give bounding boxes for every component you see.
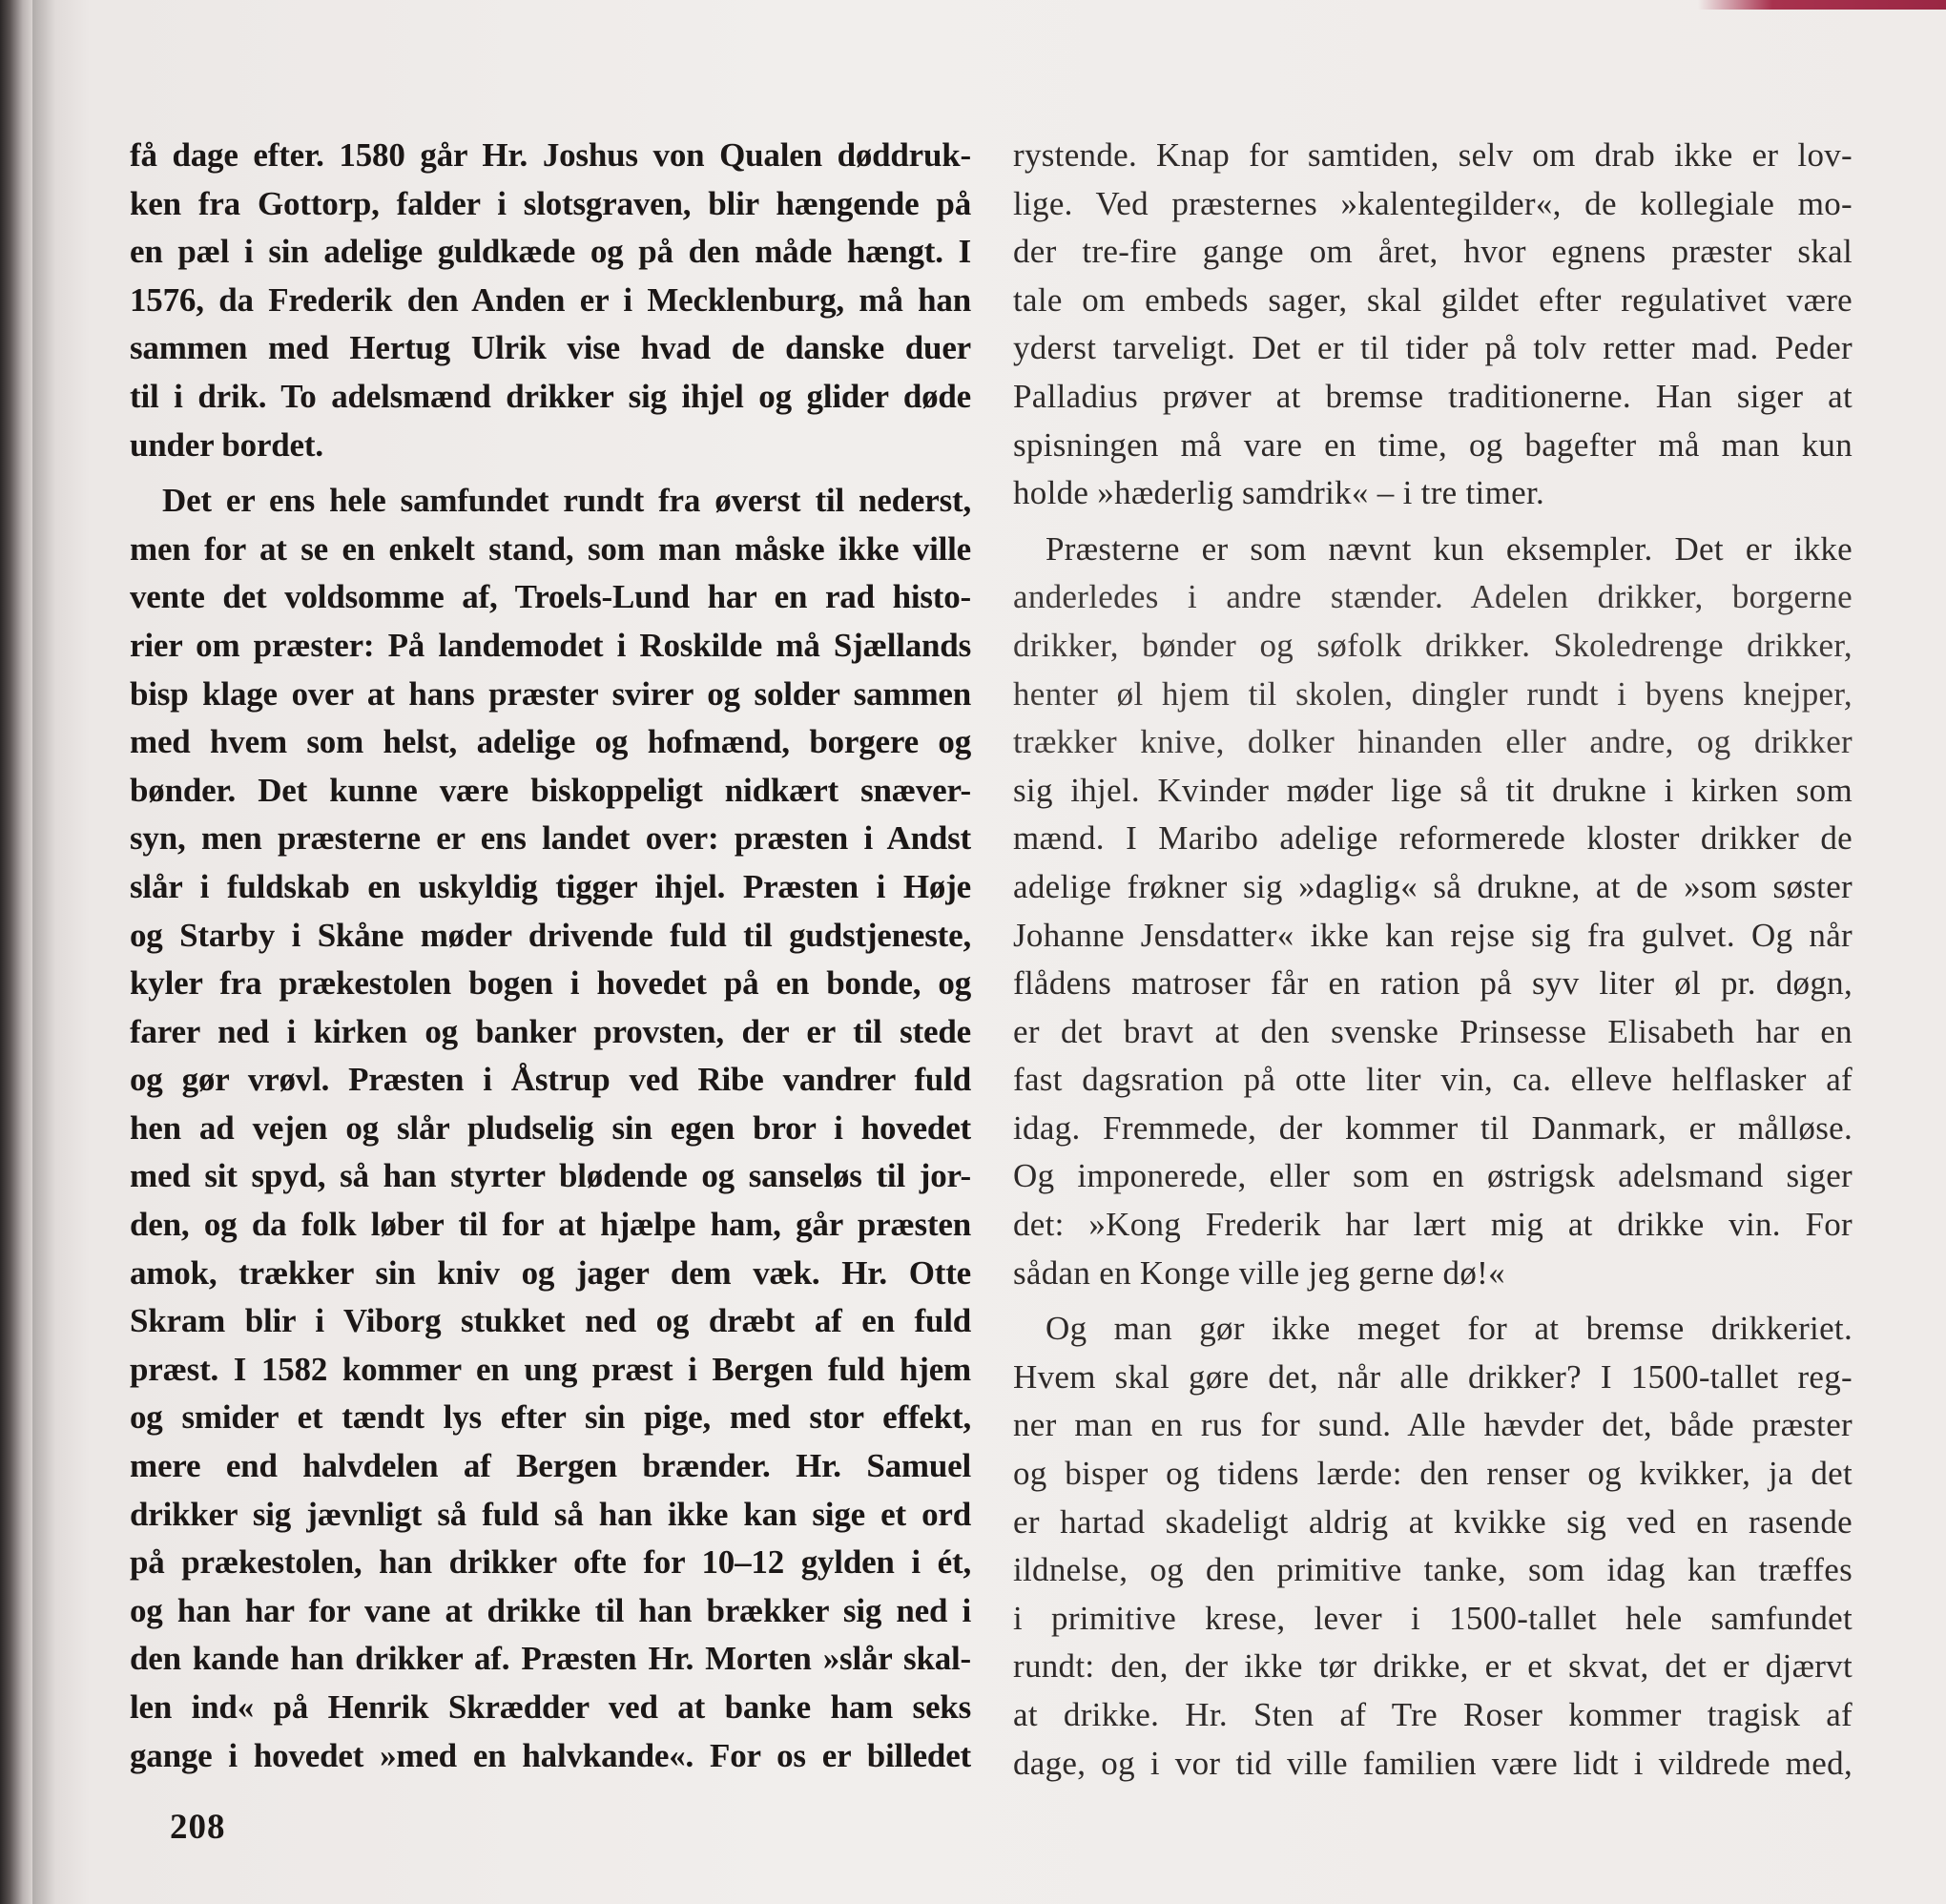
page-number: 208: [170, 1808, 226, 1847]
text-line: er hartad skadeligt aldrig at kvikke sig ved en rasende: [1013, 1502, 1853, 1541]
text-line: i primitive krese, lever i 1500-tallet hele samfundet: [1013, 1599, 1853, 1637]
text-line: kyler fra prækestolen bogen i hovedet på en bonde, og: [130, 964, 971, 1003]
book-spine: [0, 0, 32, 1904]
text-line: 1576, da Frederik den Anden er i Mecklenburg, må han: [130, 280, 971, 319]
text-line: Det er ens hele samfundet rundt fra øverst til nederst,: [162, 482, 971, 520]
bookmark-ribbon: [1698, 0, 1946, 10]
text-line: spisningen må vare en time, og bagefter må man kun: [1013, 425, 1853, 464]
text-line: på prækestolen, han drikker ofte for 10–12 gylden i ét,: [130, 1543, 971, 1582]
text-line: det: »Kong Frederik har lært mig at drikke vin. For: [1013, 1206, 1853, 1244]
text-line: mere end halvdelen af Bergen brænder. Hr. Samuel: [130, 1447, 971, 1485]
text-line: Johanne Jensdatter« ikke kan rejse sig fra gulvet. Og når: [1013, 916, 1853, 954]
text-line: holde »hæderlig samdrik« – i tre timer.: [1013, 474, 1545, 512]
text-line: med hvem som helst, adelige og hofmænd, borgere og: [130, 723, 971, 761]
text-line: flådens matroser får en ration på syv liter øl pr. døgn,: [1013, 964, 1853, 1003]
text-line: ner man en rus for sund. Alle hævder det, både præster: [1013, 1406, 1853, 1444]
text-line: den, og da folk løber til for at hjælpe ham, går præsten: [130, 1206, 971, 1244]
text-line: syn, men præsterne er ens landet over: præsten i Andst: [130, 819, 971, 858]
text-line: idag. Fremmede, der kommer til Danmark, er målløse.: [1013, 1108, 1853, 1147]
text-line: tale om embeds sager, skal gildet efter regulativet være: [1013, 280, 1853, 319]
text-line: drikker sig jævnligt så fuld så han ikke kan sige et ord: [130, 1495, 971, 1533]
text-line: drikker, bønder og søfolk drikker. Skoledrenge drikker,: [1013, 626, 1853, 664]
text-line: slår i fuldskab en uskyldig tigger ihjel. Præsten i Høje: [130, 867, 971, 905]
text-line: og han har for vane at drikke til han brækker sig ned i: [130, 1591, 971, 1629]
text-line: sig ihjel. Kvinder møder lige så tit drukne i kirken som: [1013, 771, 1853, 809]
text-line: til i drik. To adelsmænd drikker sig ihjel og glider døde: [130, 377, 971, 415]
text-line: lige. Ved præsternes »kalentegilder«, de kollegiale mo-: [1013, 184, 1853, 222]
text-line: rundt: den, der ikke tør drikke, er et skvat, det er djærvt: [1013, 1647, 1853, 1686]
text-line: præst. I 1582 kommer en ung præst i Bergen fuld hjem: [130, 1350, 971, 1388]
text-line: adelige frøkner sig »daglig« så drukne, at de »som søster: [1013, 867, 1853, 905]
text-line: rier om præster: På landemodet i Roskilde må Sjællands: [130, 626, 971, 664]
text-line: Og man gør ikke meget for at bremse drikkeriet.: [1045, 1310, 1853, 1348]
text-line: trækker knive, dolker hinanden eller andre, og drikker: [1013, 723, 1853, 761]
text-line: at drikke. Hr. Sten af Tre Roser kommer tragisk af: [1013, 1696, 1853, 1733]
text-line: med sit spyd, så han styrter blødende og sanseløs til jor-: [130, 1157, 971, 1195]
text-line: under bordet.: [130, 425, 323, 464]
text-line: hen ad vejen og slår pludselig sin egen bror i hovedet: [130, 1108, 971, 1147]
text-line: anderledes i andre stænder. Adelen drikker, borgerne: [1013, 578, 1853, 616]
text-line: Præsterne er som nævnt kun eksempler. Det er ikke: [1045, 529, 1853, 568]
text-line: gange i hovedet »med en halvkande«. For os er billedet: [130, 1736, 971, 1774]
text-line: der tre-fire gange om året, hvor egnens præster skal: [1013, 233, 1853, 271]
text-line: fast dagsration på otte liter vin, ca. elleve helflasker af: [1013, 1061, 1853, 1099]
text-line: og smider et tændt lys efter sin pige, med stor effekt,: [130, 1398, 971, 1437]
text-line: Og imponerede, eller som en østrigsk adelsmand siger: [1013, 1157, 1853, 1195]
text-line: ken fra Gottorp, falder i slotsgraven, blir hængende på: [130, 184, 971, 222]
right-text-column: [1013, 132, 1853, 1788]
text-line: er det bravt at den svenske Prinsesse Elisabeth har en: [1013, 1012, 1853, 1050]
text-line: få dage efter. 1580 går Hr. Joshus von Qualen døddruk-: [130, 136, 971, 174]
text-line: sammen med Hertug Ulrik vise hvad de danske duer: [130, 329, 971, 367]
gutter-shadow: [32, 0, 55, 1904]
text-line: henter øl hjem til skolen, dingler rundt i byens knejper,: [1013, 674, 1853, 713]
text-line: men for at se en enkelt stand, som man måske ikke ville: [130, 529, 971, 568]
text-line: rystende. Knap for samtiden, selv om drab ikke er lov-: [1013, 136, 1853, 174]
text-line: Palladius prøver at bremse traditionerne. Han siger at: [1013, 377, 1853, 415]
text-line: farer ned i kirken og banker provsten, der er til stede: [130, 1012, 971, 1050]
text-line: Skram blir i Viborg stukket ned og dræbt af en fuld: [130, 1302, 971, 1340]
text-line: sådan en Konge ville jeg gerne dø!«: [1013, 1253, 1505, 1292]
text-line: ildnelse, og den primitive tanke, som idag kan træffes: [1013, 1551, 1853, 1589]
text-line: vente det voldsomme af, Troels-Lund har en rad histo-: [130, 578, 971, 616]
text-line: yderst tarveligt. Det er til tider på tolv retter mad. Peder: [1013, 329, 1853, 367]
text-line: og gør vrøvl. Præsten i Åstrup ved Ribe vandrer fuld: [130, 1061, 971, 1099]
text-line: len ind« på Henrik Skrædder ved at banke ham seks: [130, 1688, 971, 1726]
text-line: amok, trækker sin kniv og jager dem væk. Hr. Otte: [130, 1253, 971, 1292]
text-line: bønder. Det kunne være biskoppeligt nidkært snæver-: [130, 771, 971, 809]
text-line: og Starby i Skåne møder drivende fuld til gudstjeneste,: [130, 916, 971, 954]
text-line: mænd. I Maribo adelige reformerede kloster drikker de: [1013, 819, 1853, 858]
text-line: dage, og i vor tid ville familien være lidt i vildrede med,: [1013, 1744, 1853, 1782]
text-line: og bisper og tidens lærde: den renser og kvikker, ja det: [1013, 1455, 1853, 1493]
text-line: den kande han drikker af. Præsten Hr. Morten »slår skal-: [130, 1640, 971, 1678]
text-line: bisp klage over at hans præster svirer og solder sammen: [130, 674, 971, 713]
left-text-column: [130, 132, 971, 1780]
text-line: en pæl i sin adelige guldkæde og på den måde hængt. I: [130, 233, 971, 271]
text-line: Hvem skal gøre det, når alle drikker? I 1500-tallet reg-: [1013, 1357, 1853, 1396]
